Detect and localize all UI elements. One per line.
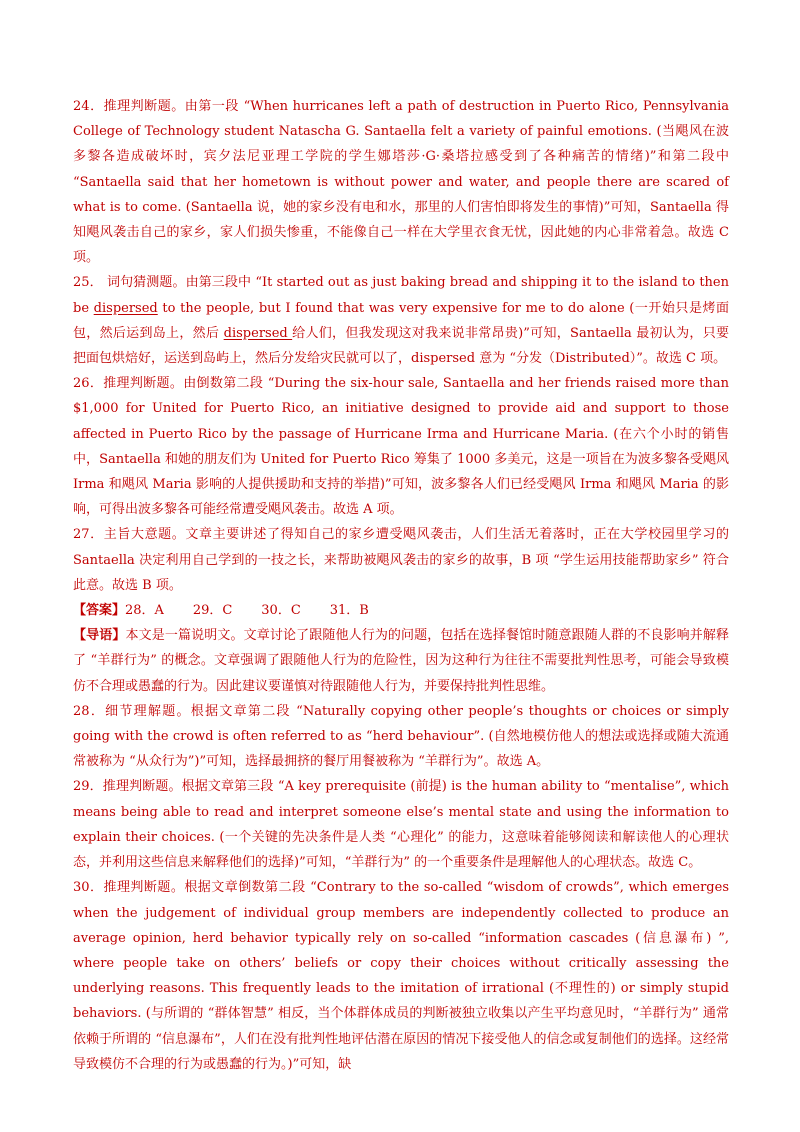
answer-key [73, 598, 729, 623]
explanation-q29: 29．推理判断题。根据文章第三段 “A key prerequisite (前提) is the human ability to “mentalise”, which means being able to read and interpret someone else’s mental state and using the information to explain their choices. (一个关键的先决条件是人类 “心理化” 的能力，这意味着能够阅读和解读他人的心理状态，并利用这些信息来解释他们的选择)”可知，“羊群行为” 的一个重要条件是理解他人的心理状态。故选 C。 [73, 779, 729, 871]
guide-summary [73, 623, 729, 699]
explanation-q28: 28．细节理解题。根据文章第二段 “Naturally copying other people’s thoughts or choices or simply going with the crowd is often referred to as “herd behaviour”. (自然地模仿他人的想法或选择或随大流通常被称为 “从众行为”)”可知，选择最拥挤的餐厅用餐被称为 “羊群行为”。故选 A。 [73, 703, 729, 770]
answer-label: 【答案】 [73, 603, 126, 619]
explanation-q30: 30．推理判断题。根据文章倒数第二段 “Contrary to the so-called “wisdom of crowds”, which emerges when the judgement of individual group members are independently collected to produce an average opinion, herd behavior typically rely on so-called “information cascades (信息瀑布) ”, where people take on others’ beliefs or copy their choices without critically assessing the underlying reasons. This frequently leads to the imitation of irrational (不理性的) or simply stupid behaviors. (与所谓的 “群体智慧” 相反，当个体群体成员的判断被独立收集以产生平均意见时，“羊群行为” 通常依赖于所谓的 “信息瀑布”，人们在没有批判性地评估潜在原因的情况下接受他人的信念或复制他们的选择。这经常导致模仿不合理的行为或愚蠢的行为。)”可知，缺 [73, 880, 729, 1072]
guide-text: 本文是一篇说明文。文章讨论了跟随他人行为的问题，包括在选择餐馆时随意跟随人群的不良影响并解释了 “羊群行为” 的概念。文章强调了跟随他人行为的危险性，因为这种行为往往不需要批判性思考，可能会导致模仿不合理或愚蠢的行为。因此建议要谨慎对待跟随他人行为，并要保持批判性思维。 [73, 628, 729, 694]
answer-values: 28．A 29．C 30．C 31．B [125, 603, 369, 619]
q25-text-part3: 给人们，但我发现这对我来说非常昂贵)”可知，Santaella 最初认为，只要把面包烘焙好，运送到岛屿上，然后分发给灾民就可以了，dispersed 意为 “分发（Distributed）”。故选 C 项。 [73, 325, 729, 367]
explanation-q24: 24．推理判断题。由第一段 “When hurricanes left a path of destruction in Puerto Rico, Pennsylvania College of Technology student Natascha G. Santaella felt a variety of painful emotions. (当飓风在波多黎各造成破坏时，宾夕法尼亚理工学院的学生娜塔莎·G·桑塔拉感受到了各种痛苦的情绪)”和第二段中 “Santaella said that her hometown is without power and water, and people there are scared of what is to come. (Santaella 说，她的家乡没有电和水，那里的人们害怕即将发生的事情)”可知，Santaella 得知飓风袭击自己的家乡，家人们损失惨重，不能像自己一样在大学里衣食无忧，因此她的内心非常着急。故选 C 项。 [73, 99, 729, 266]
explanation-q25 [73, 270, 729, 371]
underlined-word-dispersed-2: dispersed [223, 325, 293, 341]
guide-label: 【导语】 [73, 628, 126, 644]
explanation-q27: 27．主旨大意题。文章主要讲述了得知自己的家乡遭受飓风袭击，人们生活无着落时，正在大学校园里学习的 Santaella 决定利用自己学到的一技之长，来帮助被飓风袭击的家乡的故事，B 项 “学生运用技能帮助家乡” 符合此意。故选 B 项。 [73, 527, 729, 593]
answer-explanations [73, 94, 729, 1077]
q25-text-part1: 25． 词句猜测题。由第三段中 “It started out as just baking bread and shipping it to the island to then be [73, 275, 729, 316]
underlined-word-dispersed: dispersed [93, 300, 158, 316]
q25-text-part2: to the people, but I found that was very expensive for me to do alone (一开始只是烤面包，然后运到岛上，然后 [73, 300, 729, 341]
explanation-q26: 26．推理判断题。由倒数第二段 “During the six-hour sale, Santaella and her friends raised more than $1,000 for United for Puerto Rico, an initiative designed to provide aid and support to those affected in Puerto Rico by the passage of Hurricane Irma and Hurricane Maria. (在六个小时的销售中，Santaella 和她的朋友们为 United for Puerto Rico 筹集了 1000 多美元，这是一项旨在为波多黎各受飓风 Irma 和飓风 Maria 影响的人提供援助和支持的举措)”可知，波多黎各人们已经受飓风 Irma 和飓风 Maria 的影响，可得出波多黎各可能经常遭受飓风袭击。故选 A 项。 [73, 376, 729, 518]
